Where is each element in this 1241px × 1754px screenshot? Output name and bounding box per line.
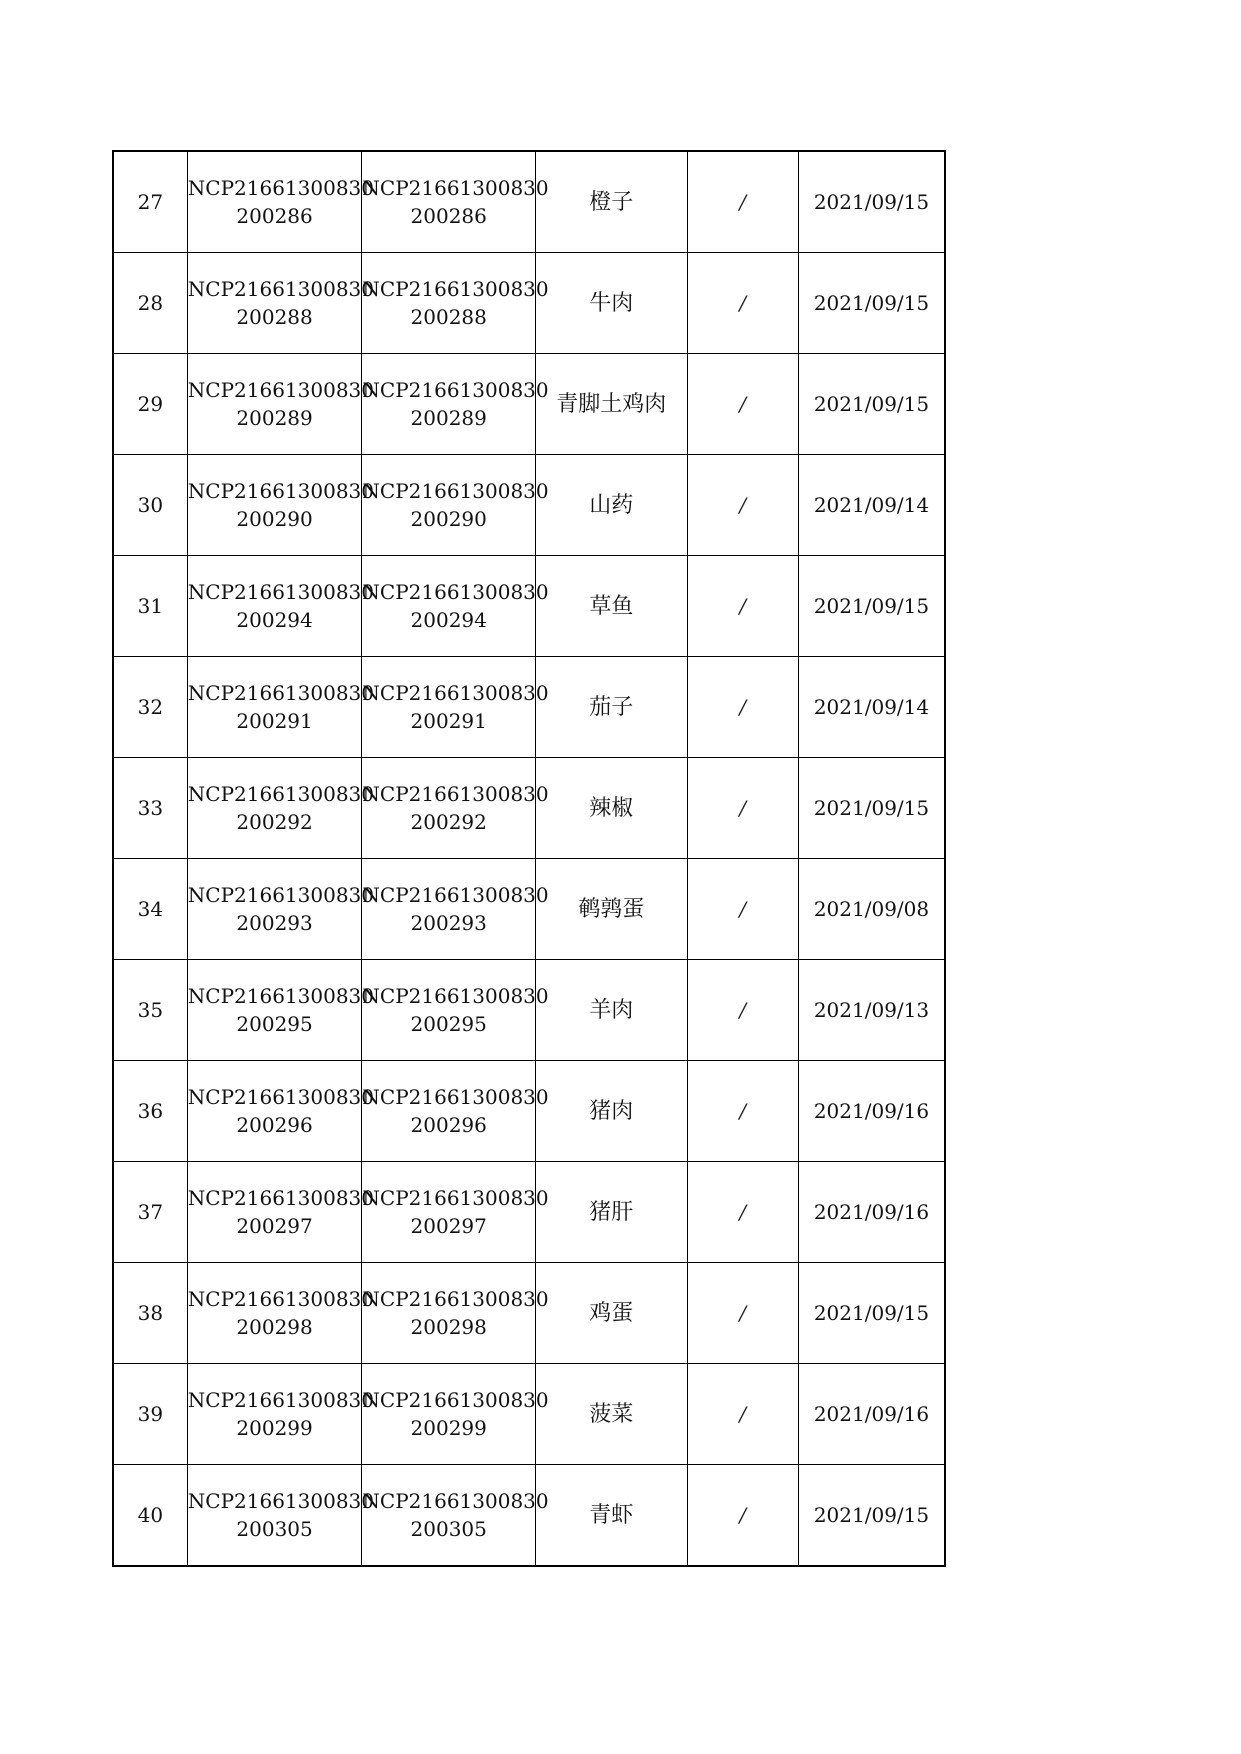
- report-code-cell: [362, 1364, 549, 1465]
- row-number-cell: [113, 1061, 187, 1162]
- sample-name-cell: [536, 253, 688, 354]
- report-code-line2: 200296: [410, 1113, 487, 1137]
- sample-code-line2: 200293: [236, 911, 313, 935]
- sample-name: 羊肉: [589, 997, 634, 1023]
- production-date: 2021/09/15: [813, 1503, 930, 1527]
- sample-name: 橙子: [589, 189, 634, 215]
- not-applicable-mark: /: [739, 1099, 747, 1123]
- report-code-line1: NCP21661300830: [362, 1085, 549, 1109]
- table-row: [113, 1162, 945, 1263]
- report-code-line2: 200294: [410, 608, 487, 632]
- sample-name-cell: [536, 657, 688, 758]
- report-code-cell: [362, 657, 549, 758]
- report-code-cell: [362, 253, 549, 354]
- report-code-line2: 200305: [410, 1517, 487, 1541]
- report-code-line1: NCP21661300830: [362, 176, 549, 200]
- sample-name: 鹌鹑蛋: [578, 896, 645, 922]
- report-code-line1: NCP21661300830: [362, 580, 549, 604]
- date-cell: [798, 1263, 945, 1364]
- table-row: [113, 758, 945, 859]
- sample-name: 菠菜: [589, 1401, 634, 1427]
- row-number: 38: [137, 1301, 164, 1325]
- production-date: 2021/09/15: [813, 796, 930, 820]
- date-cell: [798, 657, 945, 758]
- sample-name-cell: [536, 1061, 688, 1162]
- row-number: 35: [137, 998, 164, 1022]
- row-number: 28: [137, 291, 164, 315]
- report-code-line1: NCP21661300830: [362, 782, 549, 806]
- mark-cell: [687, 859, 798, 960]
- not-applicable-mark: /: [739, 493, 747, 517]
- sample-code-line1: NCP21661300830: [187, 1287, 374, 1311]
- mark-cell: [687, 1162, 798, 1263]
- not-applicable-mark: /: [739, 897, 747, 921]
- row-number-cell: [113, 657, 187, 758]
- table-row: [113, 859, 945, 960]
- sample-name-cell: [536, 859, 688, 960]
- sample-name-cell: [536, 1263, 688, 1364]
- production-date: 2021/09/16: [813, 1200, 930, 1224]
- production-date: 2021/09/15: [813, 392, 930, 416]
- sample-name: 山药: [589, 492, 634, 518]
- sample-name: 茄子: [589, 694, 634, 720]
- sample-code-line1: NCP21661300830: [187, 1186, 374, 1210]
- report-code-cell: [362, 151, 549, 253]
- mark-cell: [687, 1465, 798, 1567]
- sample-code-cell: [187, 151, 374, 253]
- table-row: [113, 253, 945, 354]
- sample-name: 鸡蛋: [589, 1300, 634, 1326]
- table-row: [113, 1465, 945, 1567]
- sample-code-line1: NCP21661300830: [187, 479, 374, 503]
- sample-name-cell: [536, 455, 688, 556]
- date-cell: [798, 960, 945, 1061]
- row-number-cell: [113, 1162, 187, 1263]
- sample-code-cell: [187, 1162, 374, 1263]
- not-applicable-mark: /: [739, 291, 747, 315]
- sample-name-cell: [536, 758, 688, 859]
- report-code-line2: 200297: [410, 1214, 487, 1238]
- sample-table: [112, 150, 946, 1567]
- production-date: 2021/09/15: [813, 594, 930, 618]
- report-code-cell: [362, 556, 549, 657]
- mark-cell: [687, 960, 798, 1061]
- mark-cell: [687, 1364, 798, 1465]
- sample-code-line2: 200298: [236, 1315, 313, 1339]
- report-code-line1: NCP21661300830: [362, 883, 549, 907]
- sample-code-cell: [187, 253, 374, 354]
- report-code-line2: 200286: [410, 204, 487, 228]
- report-code-cell: [362, 960, 549, 1061]
- production-date: 2021/09/14: [813, 695, 930, 719]
- sample-code-cell: [187, 960, 374, 1061]
- report-code-cell: [362, 859, 549, 960]
- production-date: 2021/09/16: [813, 1402, 930, 1426]
- sample-code-line2: 200299: [236, 1416, 313, 1440]
- report-code-line1: NCP21661300830: [362, 277, 549, 301]
- report-code-cell: [362, 1465, 549, 1567]
- sample-code-line1: NCP21661300830: [187, 1489, 374, 1513]
- sample-code-line1: NCP21661300830: [187, 984, 374, 1008]
- report-code-cell: [362, 1162, 549, 1263]
- report-code-line2: 200289: [410, 406, 487, 430]
- sample-code-line2: 200286: [236, 204, 313, 228]
- sample-name: 辣椒: [589, 795, 634, 821]
- report-code-line1: NCP21661300830: [362, 378, 549, 402]
- not-applicable-mark: /: [739, 190, 747, 214]
- sample-name: 青虾: [589, 1502, 634, 1528]
- row-number-cell: [113, 455, 187, 556]
- not-applicable-mark: /: [739, 1503, 747, 1527]
- sample-code-line1: NCP21661300830: [187, 681, 374, 705]
- report-code-line1: NCP21661300830: [362, 479, 549, 503]
- row-number: 39: [137, 1402, 164, 1426]
- row-number: 30: [137, 493, 164, 517]
- report-code-line2: 200291: [410, 709, 487, 733]
- sample-code-line1: NCP21661300830: [187, 883, 374, 907]
- sample-code-cell: [187, 455, 374, 556]
- report-code-line1: NCP21661300830: [362, 1388, 549, 1412]
- sample-code-cell: [187, 354, 374, 455]
- row-number-cell: [113, 1465, 187, 1567]
- sample-name: 青脚土鸡肉: [556, 391, 667, 417]
- sample-code-cell: [187, 1061, 374, 1162]
- report-code-line2: 200288: [410, 305, 487, 329]
- report-code-line2: 200298: [410, 1315, 487, 1339]
- sample-name-cell: [536, 1465, 688, 1567]
- report-code-line1: NCP21661300830: [362, 1186, 549, 1210]
- report-code-line1: NCP21661300830: [362, 1489, 549, 1513]
- production-date: 2021/09/15: [813, 291, 930, 315]
- sample-code-line1: NCP21661300830: [187, 176, 374, 200]
- row-number: 27: [137, 190, 164, 214]
- sample-code-cell: [187, 758, 374, 859]
- sample-code-line2: 200289: [236, 406, 313, 430]
- row-number: 32: [137, 695, 164, 719]
- row-number: 36: [137, 1099, 164, 1123]
- not-applicable-mark: /: [739, 1301, 747, 1325]
- mark-cell: [687, 657, 798, 758]
- not-applicable-mark: /: [739, 594, 747, 618]
- row-number-cell: [113, 960, 187, 1061]
- report-code-cell: [362, 1061, 549, 1162]
- row-number-cell: [113, 859, 187, 960]
- sample-code-line2: 200305: [236, 1517, 313, 1541]
- sample-name-cell: [536, 1364, 688, 1465]
- report-code-line2: 200290: [410, 507, 487, 531]
- row-number-cell: [113, 1263, 187, 1364]
- sample-code-line2: 200292: [236, 810, 313, 834]
- table-row: [113, 354, 945, 455]
- sample-code-cell: [187, 1263, 374, 1364]
- date-cell: [798, 859, 945, 960]
- mark-cell: [687, 1061, 798, 1162]
- sample-code-line2: 200288: [236, 305, 313, 329]
- mark-cell: [687, 151, 798, 253]
- date-cell: [798, 556, 945, 657]
- date-cell: [798, 1162, 945, 1263]
- row-number-cell: [113, 354, 187, 455]
- not-applicable-mark: /: [739, 1402, 747, 1426]
- sample-name-cell: [536, 151, 688, 253]
- date-cell: [798, 354, 945, 455]
- sample-code-line2: 200291: [236, 709, 313, 733]
- sample-code-line1: NCP21661300830: [187, 782, 374, 806]
- sample-code-line1: NCP21661300830: [187, 277, 374, 301]
- row-number: 37: [137, 1200, 164, 1224]
- row-number-cell: [113, 151, 187, 253]
- mark-cell: [687, 253, 798, 354]
- table-row: [113, 960, 945, 1061]
- not-applicable-mark: /: [739, 1200, 747, 1224]
- sample-code-line1: NCP21661300830: [187, 580, 374, 604]
- date-cell: [798, 151, 945, 253]
- mark-cell: [687, 455, 798, 556]
- sample-code-line1: NCP21661300830: [187, 378, 374, 402]
- production-date: 2021/09/15: [813, 1301, 930, 1325]
- mark-cell: [687, 1263, 798, 1364]
- sample-name-cell: [536, 556, 688, 657]
- row-number: 29: [137, 392, 164, 416]
- report-code-line2: 200292: [410, 810, 487, 834]
- sample-code-line2: 200297: [236, 1214, 313, 1238]
- sample-code-cell: [187, 556, 374, 657]
- row-number-cell: [113, 253, 187, 354]
- sample-code-line2: 200296: [236, 1113, 313, 1137]
- report-code-cell: [362, 354, 549, 455]
- report-code-line2: 200293: [410, 911, 487, 935]
- table-row: [113, 556, 945, 657]
- table-body: [113, 151, 945, 1566]
- date-cell: [798, 253, 945, 354]
- production-date: 2021/09/13: [813, 998, 930, 1022]
- sample-code-cell: [187, 657, 374, 758]
- sample-name-cell: [536, 960, 688, 1061]
- production-date: 2021/09/16: [813, 1099, 930, 1123]
- mark-cell: [687, 758, 798, 859]
- date-cell: [798, 758, 945, 859]
- row-number: 34: [137, 897, 164, 921]
- sample-name-cell: [536, 1162, 688, 1263]
- sample-code-cell: [187, 859, 374, 960]
- sample-code-line1: NCP21661300830: [187, 1085, 374, 1109]
- mark-cell: [687, 354, 798, 455]
- table-row: [113, 1061, 945, 1162]
- report-code-cell: [362, 1263, 549, 1364]
- not-applicable-mark: /: [739, 695, 747, 719]
- sample-name-cell: [536, 354, 688, 455]
- date-cell: [798, 455, 945, 556]
- row-number: 40: [137, 1503, 164, 1527]
- table-row: [113, 455, 945, 556]
- sample-name: 猪肉: [589, 1098, 634, 1124]
- not-applicable-mark: /: [739, 998, 747, 1022]
- sample-name: 猪肝: [589, 1199, 634, 1225]
- report-code-cell: [362, 758, 549, 859]
- report-code-line1: NCP21661300830: [362, 1287, 549, 1311]
- date-cell: [798, 1364, 945, 1465]
- production-date: 2021/09/08: [813, 897, 930, 921]
- report-code-cell: [362, 455, 549, 556]
- not-applicable-mark: /: [739, 796, 747, 820]
- sample-code-line2: 200290: [236, 507, 313, 531]
- row-number-cell: [113, 556, 187, 657]
- production-date: 2021/09/15: [813, 190, 930, 214]
- date-cell: [798, 1465, 945, 1567]
- sample-code-line2: 200295: [236, 1012, 313, 1036]
- not-applicable-mark: /: [739, 392, 747, 416]
- table-row: [113, 1364, 945, 1465]
- row-number: 31: [137, 594, 164, 618]
- sample-name: 牛肉: [589, 290, 634, 316]
- row-number-cell: [113, 758, 187, 859]
- table-row: [113, 1263, 945, 1364]
- sample-code-cell: [187, 1364, 374, 1465]
- report-code-line2: 200295: [410, 1012, 487, 1036]
- row-number-cell: [113, 1364, 187, 1465]
- report-code-line2: 200299: [410, 1416, 487, 1440]
- row-number: 33: [137, 796, 164, 820]
- mark-cell: [687, 556, 798, 657]
- sample-code-line2: 200294: [236, 608, 313, 632]
- report-code-line1: NCP21661300830: [362, 681, 549, 705]
- sample-code-cell: [187, 1465, 374, 1567]
- sample-code-line1: NCP21661300830: [187, 1388, 374, 1412]
- production-date: 2021/09/14: [813, 493, 930, 517]
- date-cell: [798, 1061, 945, 1162]
- table-row: [113, 151, 945, 253]
- report-code-line1: NCP21661300830: [362, 984, 549, 1008]
- table-row: [113, 657, 945, 758]
- sample-name: 草鱼: [589, 593, 634, 619]
